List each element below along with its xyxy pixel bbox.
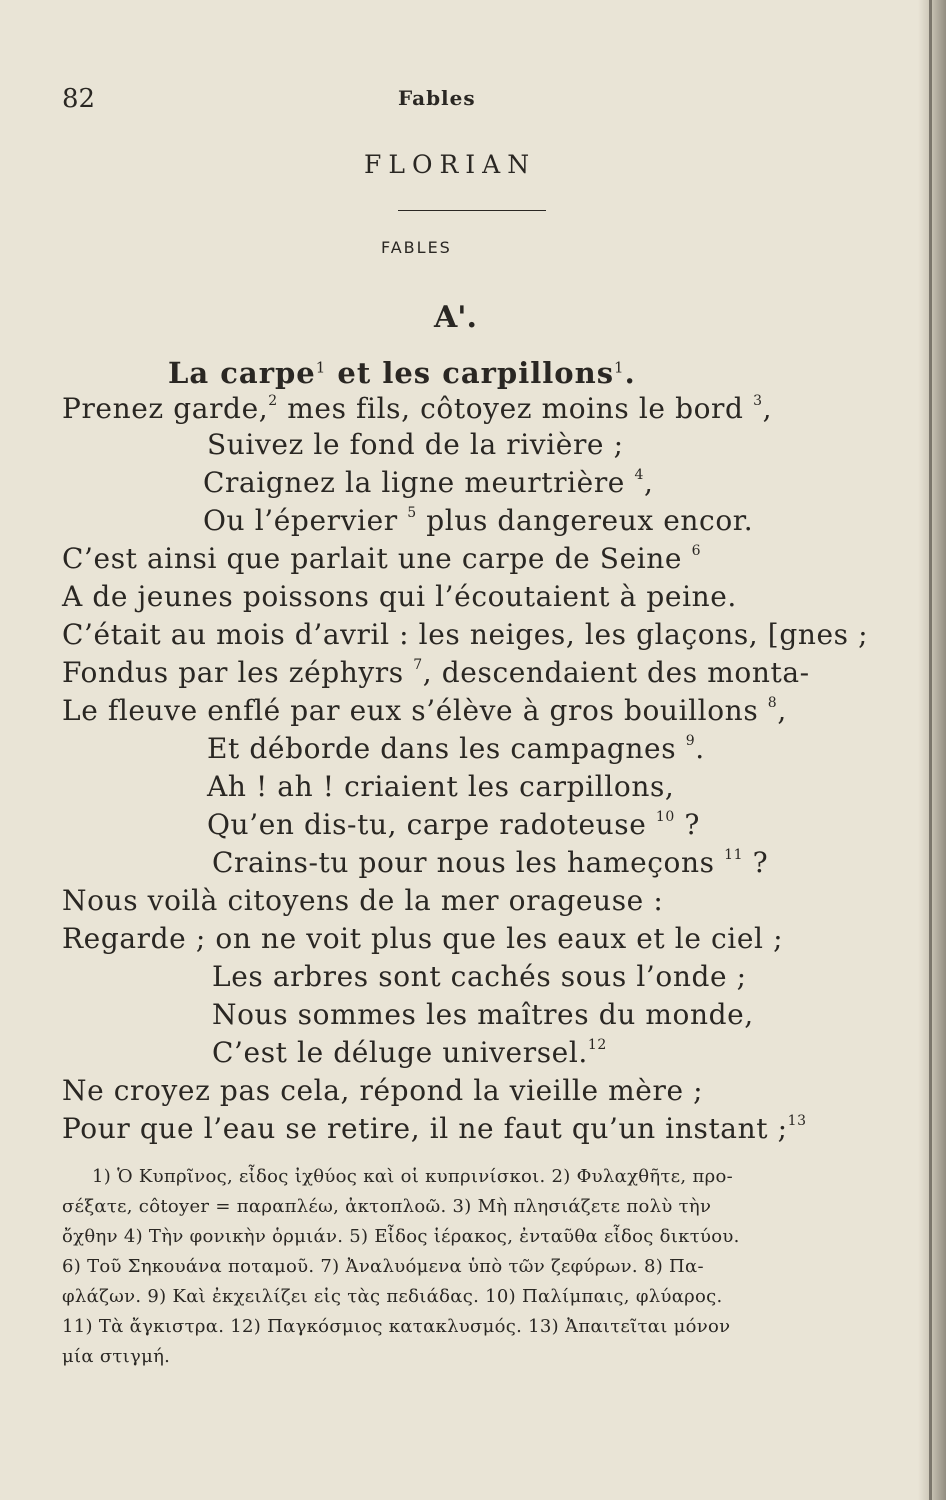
verse-line: Ne croyez pas cela, répond la vieille mère ; <box>62 1074 704 1107</box>
verse-line: Fondus par les zéphyrs $^7$, descendaient des monta- <box>62 656 810 689</box>
divider-rule <box>398 210 546 211</box>
verse-line: Nous voilà citoyens de la mer orageuse : <box>62 884 664 917</box>
footnote-line: 1) Ὁ Κυπρῖνος, εἶδος ἰχθύος καὶ οἱ κυπρινίσκοι. 2) Φυλαχθῆτε, προ- <box>92 1166 733 1187</box>
page-number: 82 <box>62 84 96 114</box>
footnote-line: σέξατε, côtoyer = παραπλέω, ἀκτοπλοῶ. 3) Μὴ πλησιάζετε πολὺ τὴν <box>62 1196 712 1217</box>
verse-line: C’est le déluge universel.$^{12}$ <box>212 1036 607 1069</box>
verse-line: Nous sommes les maîtres du monde, <box>212 998 754 1031</box>
verse-line: Et déborde dans les campagnes $^9$. <box>207 732 705 765</box>
fable-title-part: . <box>624 356 636 390</box>
verse-line: Ah ! ah ! criaient les carpillons, <box>207 770 675 803</box>
running-head: Fables <box>398 86 476 110</box>
footnote-line: 6) Τοῦ Σηκουάνα ποταμοῦ. 7) Ἀναλυόμενα ὑπὸ τῶν ζεφύρων. 8) Πα- <box>62 1256 704 1277</box>
verse-line: Pour que l’eau se retire, il ne faut qu’un instant ;$^{13}$ <box>62 1112 807 1145</box>
verse-line: C’était au mois d’avril : les neiges, les glaçons, [gnes ; <box>62 618 869 651</box>
verse-line: Ou l’épervier $^5$ plus dangereux encor. <box>203 504 754 537</box>
page-edge-line <box>929 0 932 1500</box>
verse-line: Prenez garde,$^2$ mes fils, côtoyez moins le bord $^3$, <box>62 392 773 425</box>
verse-line: A de jeunes poissons qui l’écoutaient à peine. <box>62 580 737 613</box>
footnotes <box>62 1162 850 1372</box>
author-heading: FLORIAN <box>364 150 537 179</box>
fable-numeral: A'. <box>434 300 477 335</box>
verse-line: Suivez le fond de la rivière ; <box>207 428 624 461</box>
verse-line: Les arbres sont cachés sous l’onde ; <box>212 960 747 993</box>
footnote-line: μία στιγμή. <box>62 1346 171 1367</box>
fable-title-part: La carpe <box>168 356 316 390</box>
verse-line: Regarde ; on ne voit plus que les eaux et le ciel ; <box>62 922 784 955</box>
footnote-marker: 1 <box>315 358 327 377</box>
fable-title <box>168 356 636 390</box>
verse-line: Qu’en dis-tu, carpe radoteuse $^{10}$ ? <box>207 808 701 841</box>
verse-line: C’est ainsi que parlait une carpe de Seine $^6$ <box>62 542 702 575</box>
fable-title-part: et les carpillons <box>326 356 615 390</box>
verse-line: Le fleuve enflé par eux s’élève à gros bouillons $^8$, <box>62 694 787 727</box>
footnote-line: φλάζων. 9) Καὶ ἐκχειλίζει εἰς τὰς πεδιάδας. 10) Παλίμπαις, φλύαρος. <box>62 1286 723 1307</box>
verse-line: Craignez la ligne meurtrière $^4$, <box>203 466 654 499</box>
verse-line: Crains-tu pour nous les hameçons $^{11}$ ? <box>212 846 769 879</box>
section-heading: FABLES <box>381 238 452 257</box>
footnote-marker: 1 <box>614 358 625 377</box>
footnote-line: 11) Τὰ ἄγκιστρα. 12) Παγκόσμιος κατακλυσμός. 13) Ἀπαιτεῖται μόνον <box>62 1316 731 1337</box>
page-edge-shadow <box>918 0 946 1500</box>
footnote-line: ὄχθην 4) Τὴν φονικὴν ὁρμιάν. 5) Εἶδος ἱέρακος, ἐνταῦθα εἶδος δικτύου. <box>62 1226 740 1247</box>
